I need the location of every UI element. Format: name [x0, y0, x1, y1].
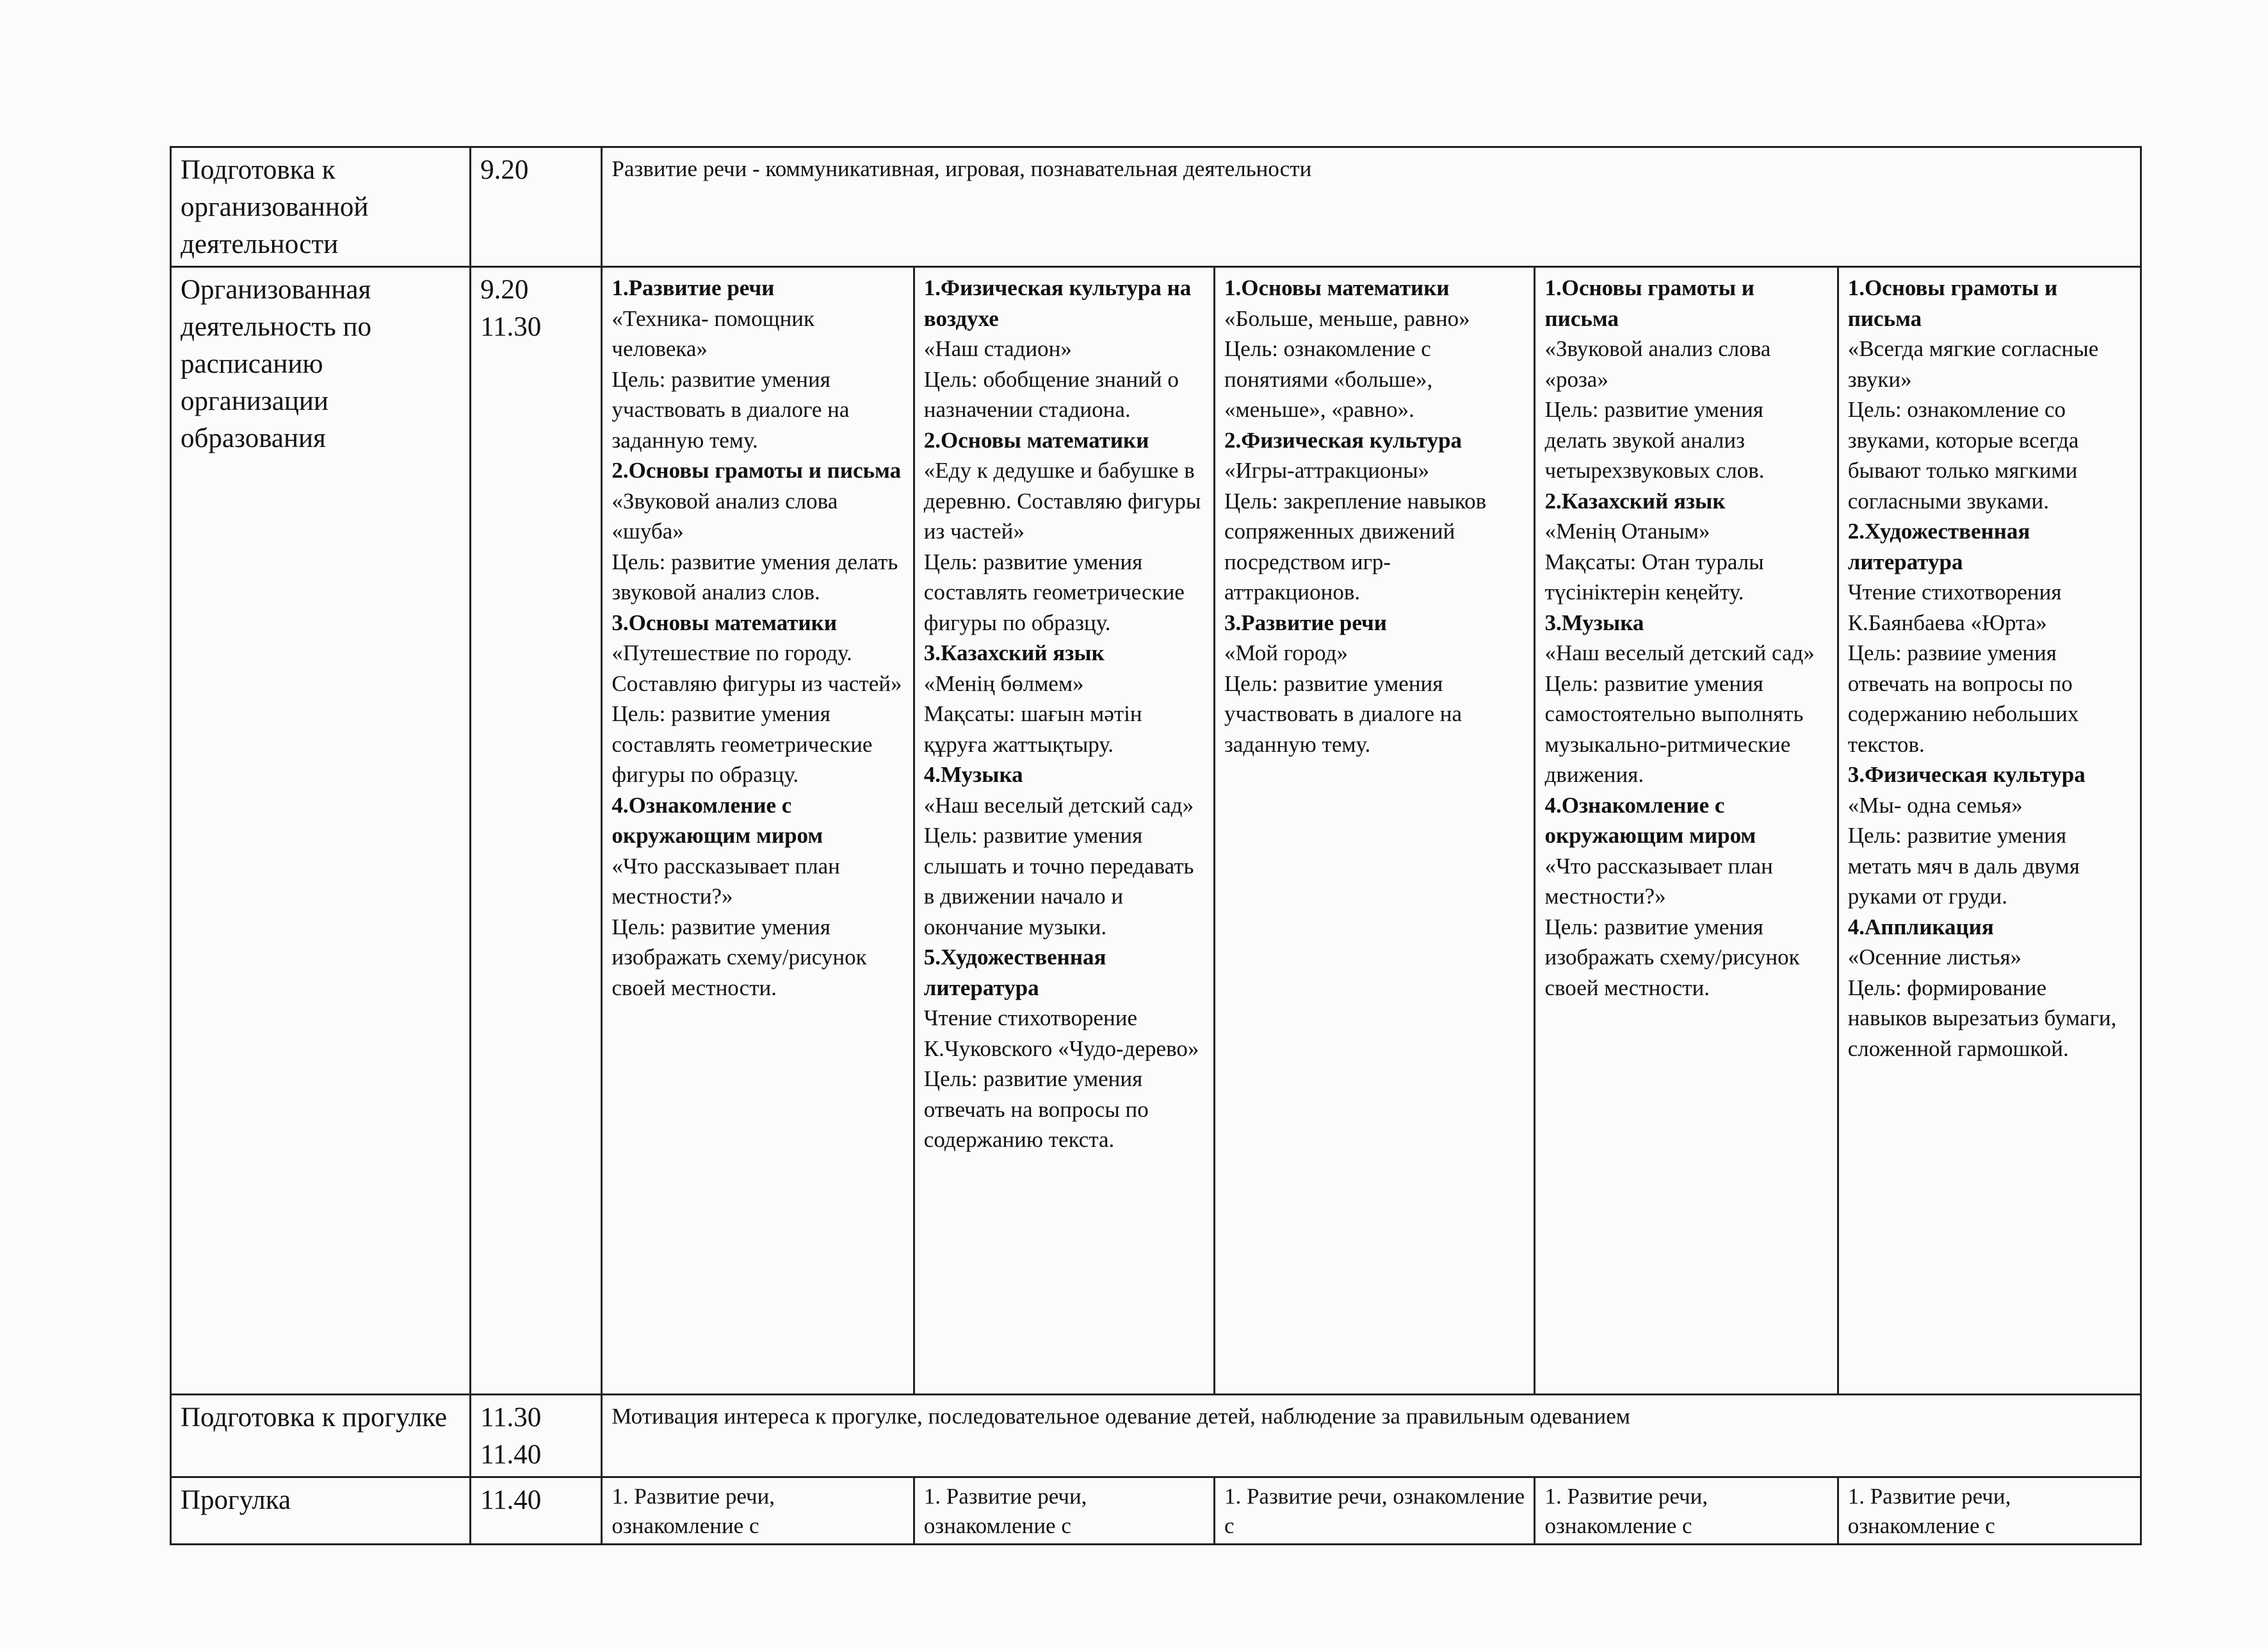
subject-topic: «Менің Отаным»	[1544, 519, 1710, 544]
day-cell-5	[1838, 267, 2141, 1395]
subject-topic: «Что рассказывает план местности?»	[1544, 853, 1773, 909]
subject-title: 1.Основы математики	[1224, 275, 1450, 300]
table-row-walk-prep	[171, 1395, 2141, 1477]
subject-title: 2.Художественная литература	[1847, 519, 2030, 574]
subject-goal: Цель: развитие умения отвечать на вопросы по содержанию текста.	[923, 1066, 1149, 1152]
time-start: 9.20	[480, 275, 529, 305]
walk-cell-3: 1. Развитие речи, ознакомление с	[1214, 1477, 1535, 1545]
subject-topic: «Техника- помощник человека»	[612, 305, 815, 361]
subject-title: 1.Физическая культура на воздухе	[923, 275, 1192, 331]
subject-title: 2.Основы грамоты и письма	[612, 458, 902, 483]
subject-goal: Цель: развитие умения делать звукой анализ четырехзвуковых слов.	[1544, 397, 1765, 483]
row-name-walk: Прогулка	[171, 1477, 471, 1545]
subject-topic: «Менің бөлмем»	[923, 670, 1084, 696]
subject-topic: «Осенние листья»	[1847, 945, 2022, 970]
subject-goal: Цель: развитие умения метать мяч в даль двумя руками от груди.	[1847, 823, 2080, 909]
subject-goal: Цель: развитие умения изображать схему/рисунок своей местности.	[612, 914, 867, 1000]
subject-goal: Цель: развитие умения изображать схему/рисунок своей местности.	[1544, 914, 1800, 1000]
row-time-walk: 11.40	[471, 1477, 602, 1545]
subject-goal: Цель: развитие умения участвовать в диалоге на заданную тему.	[1224, 670, 1462, 757]
row-name-prep: Подготовка к организованной деятельности	[171, 147, 471, 267]
subject-title: 2.Физическая культура	[1224, 427, 1462, 453]
row-time-walk-prep	[471, 1395, 602, 1477]
subject-topic: «Наш веселый детский сад»	[923, 792, 1194, 818]
subject-title: 2.Основы математики	[923, 427, 1149, 453]
subject-topic: «Наш стадион»	[923, 336, 1072, 361]
subject-topic: «Мы- одна семья»	[1847, 792, 2023, 818]
subject-title: 5.Художественная литература	[923, 945, 1106, 1000]
subject-topic: «Мой город»	[1224, 640, 1348, 665]
subject-goal: Цель: развитие умения слышать и точно передавать в движении начало и окончание музыки.	[923, 823, 1194, 939]
subject-topic: «Путешествие по городу. Составляю фигуры из частей»	[612, 640, 902, 696]
subject-title: 4.Ознакомление с окружающим миром	[1544, 792, 1756, 848]
subject-topic: «Игры-аттракционы»	[1224, 458, 1430, 483]
time-end: 11.40	[480, 1440, 542, 1470]
table-row-walk	[171, 1477, 2141, 1545]
subject-goal: Мақсаты: шағын мәтін құруға жаттықтыру.	[923, 701, 1142, 757]
subject-title: 3.Физическая культура	[1847, 762, 2086, 787]
subject-goal: Цель: развитие умения делать звуковой анализ слов.	[612, 549, 898, 605]
walk-cell-5: 1. Развитие речи, ознакомление с	[1838, 1477, 2141, 1545]
subject-topic: «Звуковой анализ слова «шуба»	[612, 488, 838, 544]
row-text-walk-prep: Мотивация интереса к прогулке, последовательное одевание детей, наблюдение за правильным одеванием	[602, 1395, 2141, 1477]
subject-goal: Цель: закрепление навыков сопряженных движений посредством игр-аттракционов.	[1224, 488, 1487, 605]
row-name-walk-prep: Подготовка к прогулке	[171, 1395, 471, 1477]
subject-goal: Цель: развитие умения участвовать в диалоге на заданную тему.	[612, 366, 850, 453]
subject-goal: Цель: ознакомление со звуками, которые всегда бывают только мягкими согласными звуками.	[1847, 397, 2079, 514]
subject-goal: Цель: формирование навыков вырезатьиз бумаги, сложенной гармошкой.	[1847, 975, 2117, 1061]
subject-goal: Цель: ознакомление с понятиями «больше», «меньше», «равно».	[1224, 336, 1433, 422]
time-end: 11.30	[480, 312, 542, 342]
row-name-organized: Организованная деятельность по расписанию организации образования	[171, 267, 471, 1395]
subject-title: 3.Основы математики	[612, 610, 838, 635]
row-time-prep: 9.20	[471, 147, 602, 267]
subject-topic: «Еду к дедушке и бабушке в деревню. Составляю фигуры из частей»	[923, 458, 1201, 544]
subject-title: 4.Музыка	[923, 762, 1023, 787]
subject-title: 1.Основы грамоты и письма	[1847, 275, 2058, 331]
walk-cell-1: 1. Развитие речи, ознакомление с	[602, 1477, 914, 1545]
subject-goal: Цель: развитие умения составлять геометрические фигуры по образцу.	[612, 701, 873, 787]
subject-goal: Цель: развиие умения отвечать на вопросы по содержанию небольших текстов.	[1847, 640, 2079, 757]
subject-title: 4.Ознакомление с окружающим миром	[612, 792, 823, 848]
subject-title: 4.Аппликация	[1847, 914, 1994, 939]
subject-topic: «Больше, меньше, равно»	[1224, 305, 1470, 331]
time-start: 11.30	[480, 1402, 542, 1433]
subject-goal: Цель: развитие умения составлять геометрические фигуры по образцу.	[923, 549, 1185, 635]
schedule-table	[170, 146, 2142, 1545]
subject-topic: Чтение стихотворение К.Чуковского «Чудо-дерево»	[923, 1005, 1199, 1061]
subject-topic: Чтение стихотворения К.Баянбаева «Юрта»	[1847, 580, 2062, 635]
subject-title: 3.Развитие речи	[1224, 610, 1387, 635]
day-cell-3	[1214, 267, 1535, 1395]
subject-topic: «Звуковой анализ слова «роза»	[1544, 336, 1771, 392]
day-cell-4	[1535, 267, 1838, 1395]
day-cell-1	[602, 267, 914, 1395]
table-row-organized	[171, 267, 2141, 1395]
row-time-organized	[471, 267, 602, 1395]
subject-title: 3.Музыка	[1544, 610, 1644, 635]
day-cell-2	[914, 267, 1214, 1395]
row-text-prep: Развитие речи - коммуникативная, игровая, познавательная деятельности	[602, 147, 2141, 267]
walk-cell-4: 1. Развитие речи, ознакомление с	[1535, 1477, 1838, 1545]
walk-cell-2: 1. Развитие речи, ознакомление с	[914, 1477, 1214, 1545]
subject-topic: «Наш веселый детский сад»	[1544, 640, 1815, 665]
subject-title: 2.Казахский язык	[1544, 488, 1726, 514]
table-row-prep	[171, 147, 2141, 267]
subject-goal: Мақсаты: Отан туралы түсініктерін кеңейту.	[1544, 549, 1764, 605]
subject-topic: «Что рассказывает план местности?»	[612, 853, 840, 909]
subject-title: 3.Казахский язык	[923, 640, 1105, 665]
subject-goal: Цель: обобщение знаний о назначении стадиона.	[923, 366, 1179, 422]
subject-title: 1.Развитие речи	[612, 275, 775, 300]
subject-topic: «Всегда мягкие согласные звуки»	[1847, 336, 2099, 392]
subject-goal: Цель: развитие умения самостоятельно выполнять музыкально-ритмические движения.	[1544, 670, 1804, 787]
subject-title: 1.Основы грамоты и письма	[1544, 275, 1754, 331]
